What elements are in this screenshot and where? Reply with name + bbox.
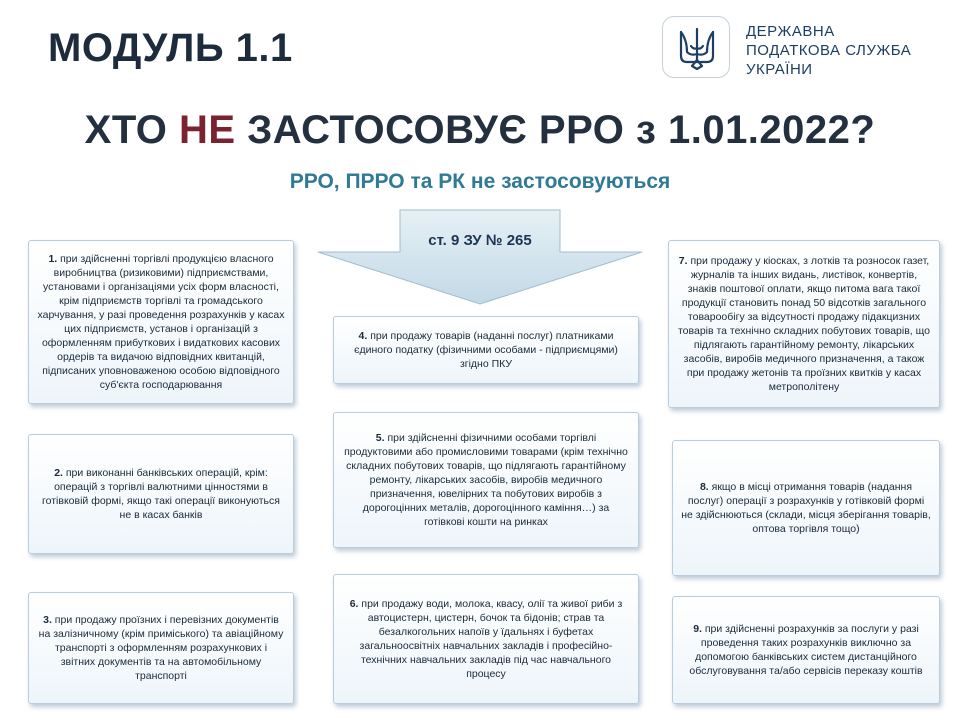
law-arrow: [314, 208, 646, 308]
card-text: якщо в місці отримання товарів (надання послуг) операції з розрахунків у готівковій формі не здійснюються (склади, місця зберігання товарів, оптова торгівля тощо): [681, 481, 931, 535]
agency-logo: [662, 16, 730, 78]
card-1: [28, 240, 294, 404]
module-title: МОДУЛЬ 1.1: [48, 26, 293, 70]
card-text: при виконанні банківських операцій, крім: операцій з торгівлі валютними цінностями в готівковій формі, якщо такі операції виконуються не в касах банків: [42, 467, 280, 521]
card-text: при продажу проїзних і перевізних документів на залізничному (крім приміського) та авіаційному транспорті з оформленням розрахункових і звітних документів та на автомобільному транспорті: [38, 614, 284, 682]
card-text: при продажу води, молока, квасу, олії та живої риби з автоцистерн, цистерн, бочок та бідонів; страв та безалкогольних напоїв у їдальнях і буфетах загальноосвітніх навчальних закладів і професійно-технічних навчальних закладів під час навчального процесу: [358, 598, 623, 680]
card-number: 5.: [375, 432, 385, 444]
card-number: 9.: [693, 623, 702, 635]
card-text: при здійсненні торгівлі продукцією власного виробництва (ризиковими) підприємствами, установами і організаціями усіх форм власності, крім підприємств торгівлі та громадського харчування, у разі проведення розрахунків у касах цих підприємств, установ і організацій з оформленням прибуткових і видаткових касових ордерів та видачою відповідних квитанцій, підписаних уповноваженою особою відповідного суб'єкта господарювання: [37, 253, 285, 391]
card-number: 6.: [349, 598, 359, 610]
title-after: ЗАСТОСОВУЄ РРО з 1.01.2022?: [235, 108, 876, 152]
agency-line: ПОДАТКОВА СЛУЖБА: [746, 42, 912, 59]
card-number: 7.: [678, 255, 688, 267]
card-number: 4.: [358, 330, 368, 342]
agency-line: УКРАЇНИ: [746, 61, 813, 78]
card-number: 1.: [48, 253, 58, 265]
card-2: [28, 434, 294, 554]
card-8: [672, 440, 940, 576]
card-9: [672, 596, 940, 704]
card-number: 8.: [699, 481, 709, 493]
card-3: [28, 592, 294, 704]
law-reference: ст. 9 ЗУ № 265: [428, 231, 532, 249]
card-text: при здійсненні фізичними особами торгівлі продуктовими або промисловими товарами (крім технічно складних побутових товарів, що підлягають гарантійному ремонту, лікарських засобів, виробів медичного призначення, ювелірних та побутових виробів з дорогоцінних металів, дорогоцінного каміння…) за готівкові кошти на ринках: [344, 432, 628, 528]
title-before: ХТО: [84, 108, 179, 152]
main-title: [0, 108, 960, 153]
card-text: при продажу товарів (наданні послуг) платниками єдиного податку (фізичними особами - підприємцями) згідно ПКУ: [354, 330, 618, 370]
card-text: при продажу у кіосках, з лотків та розносок газет, журналів та інших видань, листівок, конвертів, знаків поштової оплати, якщо питома вага такої продукції становить понад 50 відсотків загального товарообігу за відсутності продажу підакцизних товарів та технічно складних побутових товарів, що підлягають гарантійному ремонту, лікарських засобів, виробів медичного призначення, а також при продажу жетонів та проїзних квитків у касах метрополітену: [677, 255, 930, 393]
card-7: [668, 240, 940, 408]
agency-line: ДЕРЖАВНА: [746, 23, 835, 40]
card-number: 3.: [43, 614, 52, 626]
card-number: 2.: [54, 467, 63, 479]
title-accent: НЕ: [179, 108, 236, 152]
card-4: [333, 316, 639, 384]
card-5: [333, 412, 639, 548]
card-text: при здійсненні розрахунків за послуги у разі проведення таких розрахунків виключно за допомогою банківських систем дистанційного обслуговування та/або сервісів переказу коштів: [689, 623, 923, 677]
trident-icon: [677, 26, 717, 70]
subtitle: РРО, ПРРО та РК не застосовуються: [289, 170, 671, 193]
agency-name: [746, 22, 911, 79]
card-6: [333, 574, 639, 704]
